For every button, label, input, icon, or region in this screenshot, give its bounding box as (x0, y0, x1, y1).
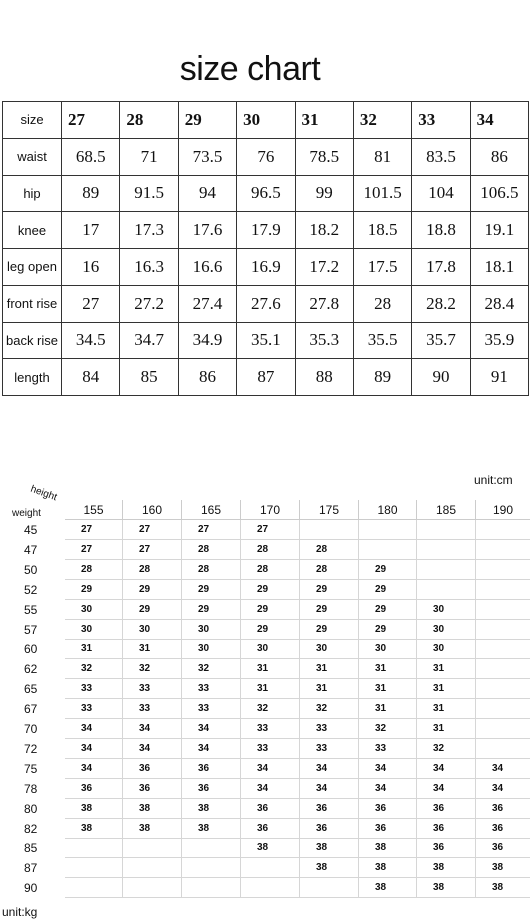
row-label: waist (3, 138, 62, 175)
weight-row-label: 60 (24, 642, 38, 657)
size-cell: 36 (417, 819, 476, 839)
size-cell: 34 (123, 719, 182, 739)
size-cell: 38 (476, 858, 530, 878)
table-cell: 99 (295, 175, 353, 212)
size-cell (65, 858, 123, 878)
size-cell: 27 (123, 520, 182, 540)
size-cell (476, 739, 530, 759)
size-cell: 33 (359, 739, 417, 759)
table-cell: 17.3 (120, 212, 178, 249)
size-cell: 30 (123, 620, 182, 640)
size-cell: 31 (359, 659, 417, 679)
table-row (3, 102, 529, 139)
size-cell: 36 (417, 799, 476, 819)
size-cell: 29 (182, 580, 241, 600)
size-cell: 32 (300, 699, 359, 719)
size-cell: 31 (241, 679, 300, 699)
table-cell: 17.2 (295, 249, 353, 286)
size-cell: 30 (417, 639, 476, 659)
table-cell: 27.2 (120, 285, 178, 322)
size-cell: 28 (300, 540, 359, 560)
table-cell: 89 (62, 175, 120, 212)
size-cell: 33 (123, 679, 182, 699)
table-row (3, 249, 529, 286)
size-cell: 36 (123, 759, 182, 779)
weight-row-label: 65 (24, 682, 38, 697)
weight-row-label: 78 (24, 781, 38, 796)
size-cell: 36 (476, 819, 530, 839)
table-cell: 27.8 (295, 285, 353, 322)
size-cell: 31 (65, 639, 123, 659)
size-cell: 33 (241, 739, 300, 759)
size-cell: 34 (182, 739, 241, 759)
size-cell (417, 580, 476, 600)
size-cell (476, 639, 530, 659)
size-cell: 29 (359, 560, 417, 580)
unit-cm-label: unit:cm (474, 473, 513, 487)
size-cell: 36 (123, 779, 182, 799)
size-cell (476, 659, 530, 679)
size-cell: 31 (123, 639, 182, 659)
weight-row-label: 50 (24, 562, 38, 577)
size-cell: 34 (417, 779, 476, 799)
size-cell: 33 (65, 679, 123, 699)
size-cell (359, 520, 417, 540)
size-cell (476, 699, 530, 719)
size-cell: 28 (182, 560, 241, 580)
table-cell: 16.3 (120, 249, 178, 286)
size-cell: 29 (241, 580, 300, 600)
size-cell: 29 (65, 580, 123, 600)
table-cell: 17.9 (237, 212, 295, 249)
table-cell: 76 (237, 138, 295, 175)
size-measurement-table (2, 101, 529, 396)
size-cell (476, 580, 530, 600)
size-cell: 30 (300, 639, 359, 659)
height-header-cell: 180 (359, 500, 417, 520)
size-cell: 32 (123, 659, 182, 679)
size-cell: 29 (182, 600, 241, 620)
size-cell: 30 (65, 600, 123, 620)
size-cell (417, 520, 476, 540)
table-cell: 35.9 (470, 322, 528, 359)
height-header-cell: 165 (182, 500, 241, 520)
size-cell: 31 (359, 699, 417, 719)
table-row (3, 359, 529, 396)
size-cell: 31 (417, 699, 476, 719)
height-header-cell: 185 (417, 500, 476, 520)
table-cell: 81 (353, 138, 411, 175)
size-cell: 30 (241, 639, 300, 659)
size-cell: 34 (65, 759, 123, 779)
size-cell: 38 (65, 799, 123, 819)
table-cell: 86 (470, 138, 528, 175)
table-cell: 34.7 (120, 322, 178, 359)
table-cell: 89 (353, 359, 411, 396)
table-cell: 106.5 (470, 175, 528, 212)
size-cell: 36 (241, 799, 300, 819)
size-cell: 32 (359, 719, 417, 739)
size-cell (123, 878, 182, 898)
size-cell (476, 679, 530, 699)
height-header-cell: 160 (123, 500, 182, 520)
size-cell (476, 560, 530, 580)
table-cell: 35.7 (412, 322, 470, 359)
size-cell: 33 (241, 719, 300, 739)
row-label: front rise (3, 285, 62, 322)
unit-kg-label: unit:kg (2, 905, 38, 919)
table-cell: 16.9 (237, 249, 295, 286)
table-cell: 101.5 (353, 175, 411, 212)
size-cell (123, 838, 182, 858)
table-cell: 88 (295, 359, 353, 396)
size-cell: 27 (182, 520, 241, 540)
height-header-cell: 190 (476, 500, 530, 520)
table-cell: 73.5 (178, 138, 236, 175)
weight-row-label: 75 (24, 761, 38, 776)
size-cell: 29 (241, 600, 300, 620)
size-cell: 29 (123, 600, 182, 620)
size-cell: 34 (241, 779, 300, 799)
table-cell: 68.5 (62, 138, 120, 175)
size-header-cell: 27 (62, 102, 120, 139)
weight-row-label: 55 (24, 602, 38, 617)
table-cell: 27.4 (178, 285, 236, 322)
size-cell (476, 520, 530, 540)
table-cell: 86 (178, 359, 236, 396)
size-cell: 34 (476, 779, 530, 799)
size-cell: 33 (300, 719, 359, 739)
size-cell: 32 (182, 659, 241, 679)
size-cell: 34 (241, 759, 300, 779)
size-cell: 38 (123, 799, 182, 819)
weight-height-grid (65, 500, 530, 900)
size-cell: 38 (241, 838, 300, 858)
size-cell (241, 878, 300, 898)
size-cell (300, 878, 359, 898)
weight-row-label: 82 (24, 821, 38, 836)
size-cell: 29 (359, 600, 417, 620)
table-row (3, 322, 529, 359)
size-cell: 38 (123, 819, 182, 839)
size-cell (417, 540, 476, 560)
table-cell: 78.5 (295, 138, 353, 175)
size-cell: 27 (65, 540, 123, 560)
table-cell: 35.5 (353, 322, 411, 359)
weight-row-label: 45 (24, 523, 38, 537)
table-cell: 34.9 (178, 322, 236, 359)
size-cell: 38 (182, 799, 241, 819)
size-cell: 36 (359, 819, 417, 839)
weight-row-label: 87 (24, 861, 38, 876)
row-label: back rise (3, 322, 62, 359)
size-cell: 34 (476, 759, 530, 779)
height-header-cell: 175 (300, 500, 359, 520)
size-cell (476, 600, 530, 620)
size-cell: 36 (476, 838, 530, 858)
size-cell (476, 719, 530, 739)
table-cell: 94 (178, 175, 236, 212)
size-cell: 33 (65, 699, 123, 719)
table-cell: 27.6 (237, 285, 295, 322)
page-title: size chart (179, 50, 321, 88)
table-cell: 18.5 (353, 212, 411, 249)
table-cell: 35.3 (295, 322, 353, 359)
row-label: size (3, 102, 62, 139)
size-cell (241, 858, 300, 878)
weight-row-label: 62 (24, 662, 38, 677)
corner-height-label: height (28, 483, 59, 504)
size-header-cell: 33 (412, 102, 470, 139)
size-cell: 36 (300, 819, 359, 839)
size-cell: 33 (182, 679, 241, 699)
size-cell: 38 (65, 819, 123, 839)
table-row (3, 285, 529, 322)
table-row (3, 175, 529, 212)
size-cell: 36 (417, 838, 476, 858)
size-cell: 30 (417, 620, 476, 640)
table-cell: 17.5 (353, 249, 411, 286)
table-cell: 91.5 (120, 175, 178, 212)
size-cell: 29 (300, 600, 359, 620)
size-cell: 33 (182, 699, 241, 719)
weight-row-label: 85 (24, 841, 38, 856)
size-cell: 34 (65, 739, 123, 759)
size-header-cell: 34 (470, 102, 528, 139)
size-cell (417, 560, 476, 580)
height-header-cell: 170 (241, 500, 300, 520)
row-label: leg open (3, 249, 62, 286)
size-cell: 30 (417, 600, 476, 620)
weight-row-label: 70 (24, 722, 38, 736)
table-cell: 35.1 (237, 322, 295, 359)
size-header-cell: 28 (120, 102, 178, 139)
size-cell: 34 (359, 759, 417, 779)
size-cell: 31 (417, 719, 476, 739)
size-cell: 34 (123, 739, 182, 759)
size-cell: 28 (241, 540, 300, 560)
table-cell: 83.5 (412, 138, 470, 175)
size-cell: 38 (182, 819, 241, 839)
size-cell (182, 838, 241, 858)
size-cell: 38 (300, 838, 359, 858)
table-corner-header (0, 483, 65, 520)
size-cell: 30 (182, 620, 241, 640)
size-header-cell: 32 (353, 102, 411, 139)
table-cell: 28.4 (470, 285, 528, 322)
size-header-cell: 31 (295, 102, 353, 139)
size-cell (476, 620, 530, 640)
size-cell: 38 (417, 858, 476, 878)
weight-row-label: 47 (24, 542, 38, 557)
size-cell: 36 (359, 799, 417, 819)
height-header-cell: 155 (65, 500, 123, 520)
size-cell: 29 (300, 620, 359, 640)
size-cell (182, 858, 241, 878)
size-cell: 31 (241, 659, 300, 679)
size-cell: 36 (65, 779, 123, 799)
weight-row-label: 72 (24, 741, 38, 756)
table-cell: 34.5 (62, 322, 120, 359)
size-cell (182, 878, 241, 898)
table-cell: 17.6 (178, 212, 236, 249)
table-row (3, 212, 529, 249)
size-cell: 30 (65, 620, 123, 640)
size-cell: 29 (300, 580, 359, 600)
size-cell: 34 (417, 759, 476, 779)
size-cell: 32 (417, 739, 476, 759)
size-cell: 29 (241, 620, 300, 640)
table-cell: 104 (412, 175, 470, 212)
size-cell (300, 520, 359, 540)
size-cell: 33 (123, 699, 182, 719)
size-cell: 29 (359, 620, 417, 640)
row-label: length (3, 359, 62, 396)
table-cell: 84 (62, 359, 120, 396)
size-cell: 30 (182, 639, 241, 659)
size-cell: 36 (476, 799, 530, 819)
size-cell: 36 (241, 819, 300, 839)
size-cell: 28 (123, 560, 182, 580)
size-cell: 36 (182, 759, 241, 779)
size-header-cell: 29 (178, 102, 236, 139)
size-cell: 31 (417, 679, 476, 699)
row-label: knee (3, 212, 62, 249)
size-cell (359, 540, 417, 560)
table-cell: 19.1 (470, 212, 528, 249)
size-cell: 38 (417, 878, 476, 898)
size-cell: 27 (65, 520, 123, 540)
size-cell: 36 (300, 799, 359, 819)
table-cell: 90 (412, 359, 470, 396)
table-row (3, 138, 529, 175)
size-cell: 38 (359, 878, 417, 898)
table-cell: 27 (62, 285, 120, 322)
table-cell: 17.8 (412, 249, 470, 286)
size-cell: 31 (300, 679, 359, 699)
size-cell: 28 (241, 560, 300, 580)
weight-row-label: 57 (24, 622, 38, 637)
weight-row-label: 90 (24, 881, 38, 896)
weight-row-label: 67 (24, 702, 38, 717)
table-cell: 18.1 (470, 249, 528, 286)
size-cell: 38 (359, 838, 417, 858)
size-cell: 34 (65, 719, 123, 739)
size-cell (123, 858, 182, 878)
size-cell: 28 (65, 560, 123, 580)
table-cell: 18.2 (295, 212, 353, 249)
size-cell: 27 (123, 540, 182, 560)
size-cell: 34 (359, 779, 417, 799)
size-cell (65, 838, 123, 858)
size-cell: 28 (300, 560, 359, 580)
table-cell: 18.8 (412, 212, 470, 249)
size-cell (476, 540, 530, 560)
size-cell: 38 (359, 858, 417, 878)
size-cell: 34 (182, 719, 241, 739)
size-cell: 34 (300, 759, 359, 779)
table-cell: 71 (120, 138, 178, 175)
size-cell: 31 (359, 679, 417, 699)
table-cell: 16 (62, 249, 120, 286)
size-cell (65, 878, 123, 898)
size-cell: 32 (241, 699, 300, 719)
table-cell: 85 (120, 359, 178, 396)
table-cell: 91 (470, 359, 528, 396)
size-cell: 31 (417, 659, 476, 679)
row-label: hip (3, 175, 62, 212)
size-cell: 31 (300, 659, 359, 679)
table-cell: 28.2 (412, 285, 470, 322)
corner-weight-label: weight (12, 508, 41, 519)
table-cell: 96.5 (237, 175, 295, 212)
size-cell: 38 (300, 858, 359, 878)
size-header-cell: 30 (237, 102, 295, 139)
size-cell: 28 (182, 540, 241, 560)
table-cell: 16.6 (178, 249, 236, 286)
weight-row-label: 52 (24, 582, 38, 597)
weight-height-table (0, 483, 530, 900)
size-cell: 29 (123, 580, 182, 600)
table-cell: 28 (353, 285, 411, 322)
size-cell: 38 (476, 878, 530, 898)
weight-row-label: 80 (24, 801, 38, 816)
table-cell: 87 (237, 359, 295, 396)
size-cell: 29 (359, 580, 417, 600)
size-cell: 36 (182, 779, 241, 799)
size-cell: 32 (65, 659, 123, 679)
size-cell: 34 (300, 779, 359, 799)
size-cell: 27 (241, 520, 300, 540)
size-cell: 30 (359, 639, 417, 659)
table-cell: 17 (62, 212, 120, 249)
size-cell: 33 (300, 739, 359, 759)
